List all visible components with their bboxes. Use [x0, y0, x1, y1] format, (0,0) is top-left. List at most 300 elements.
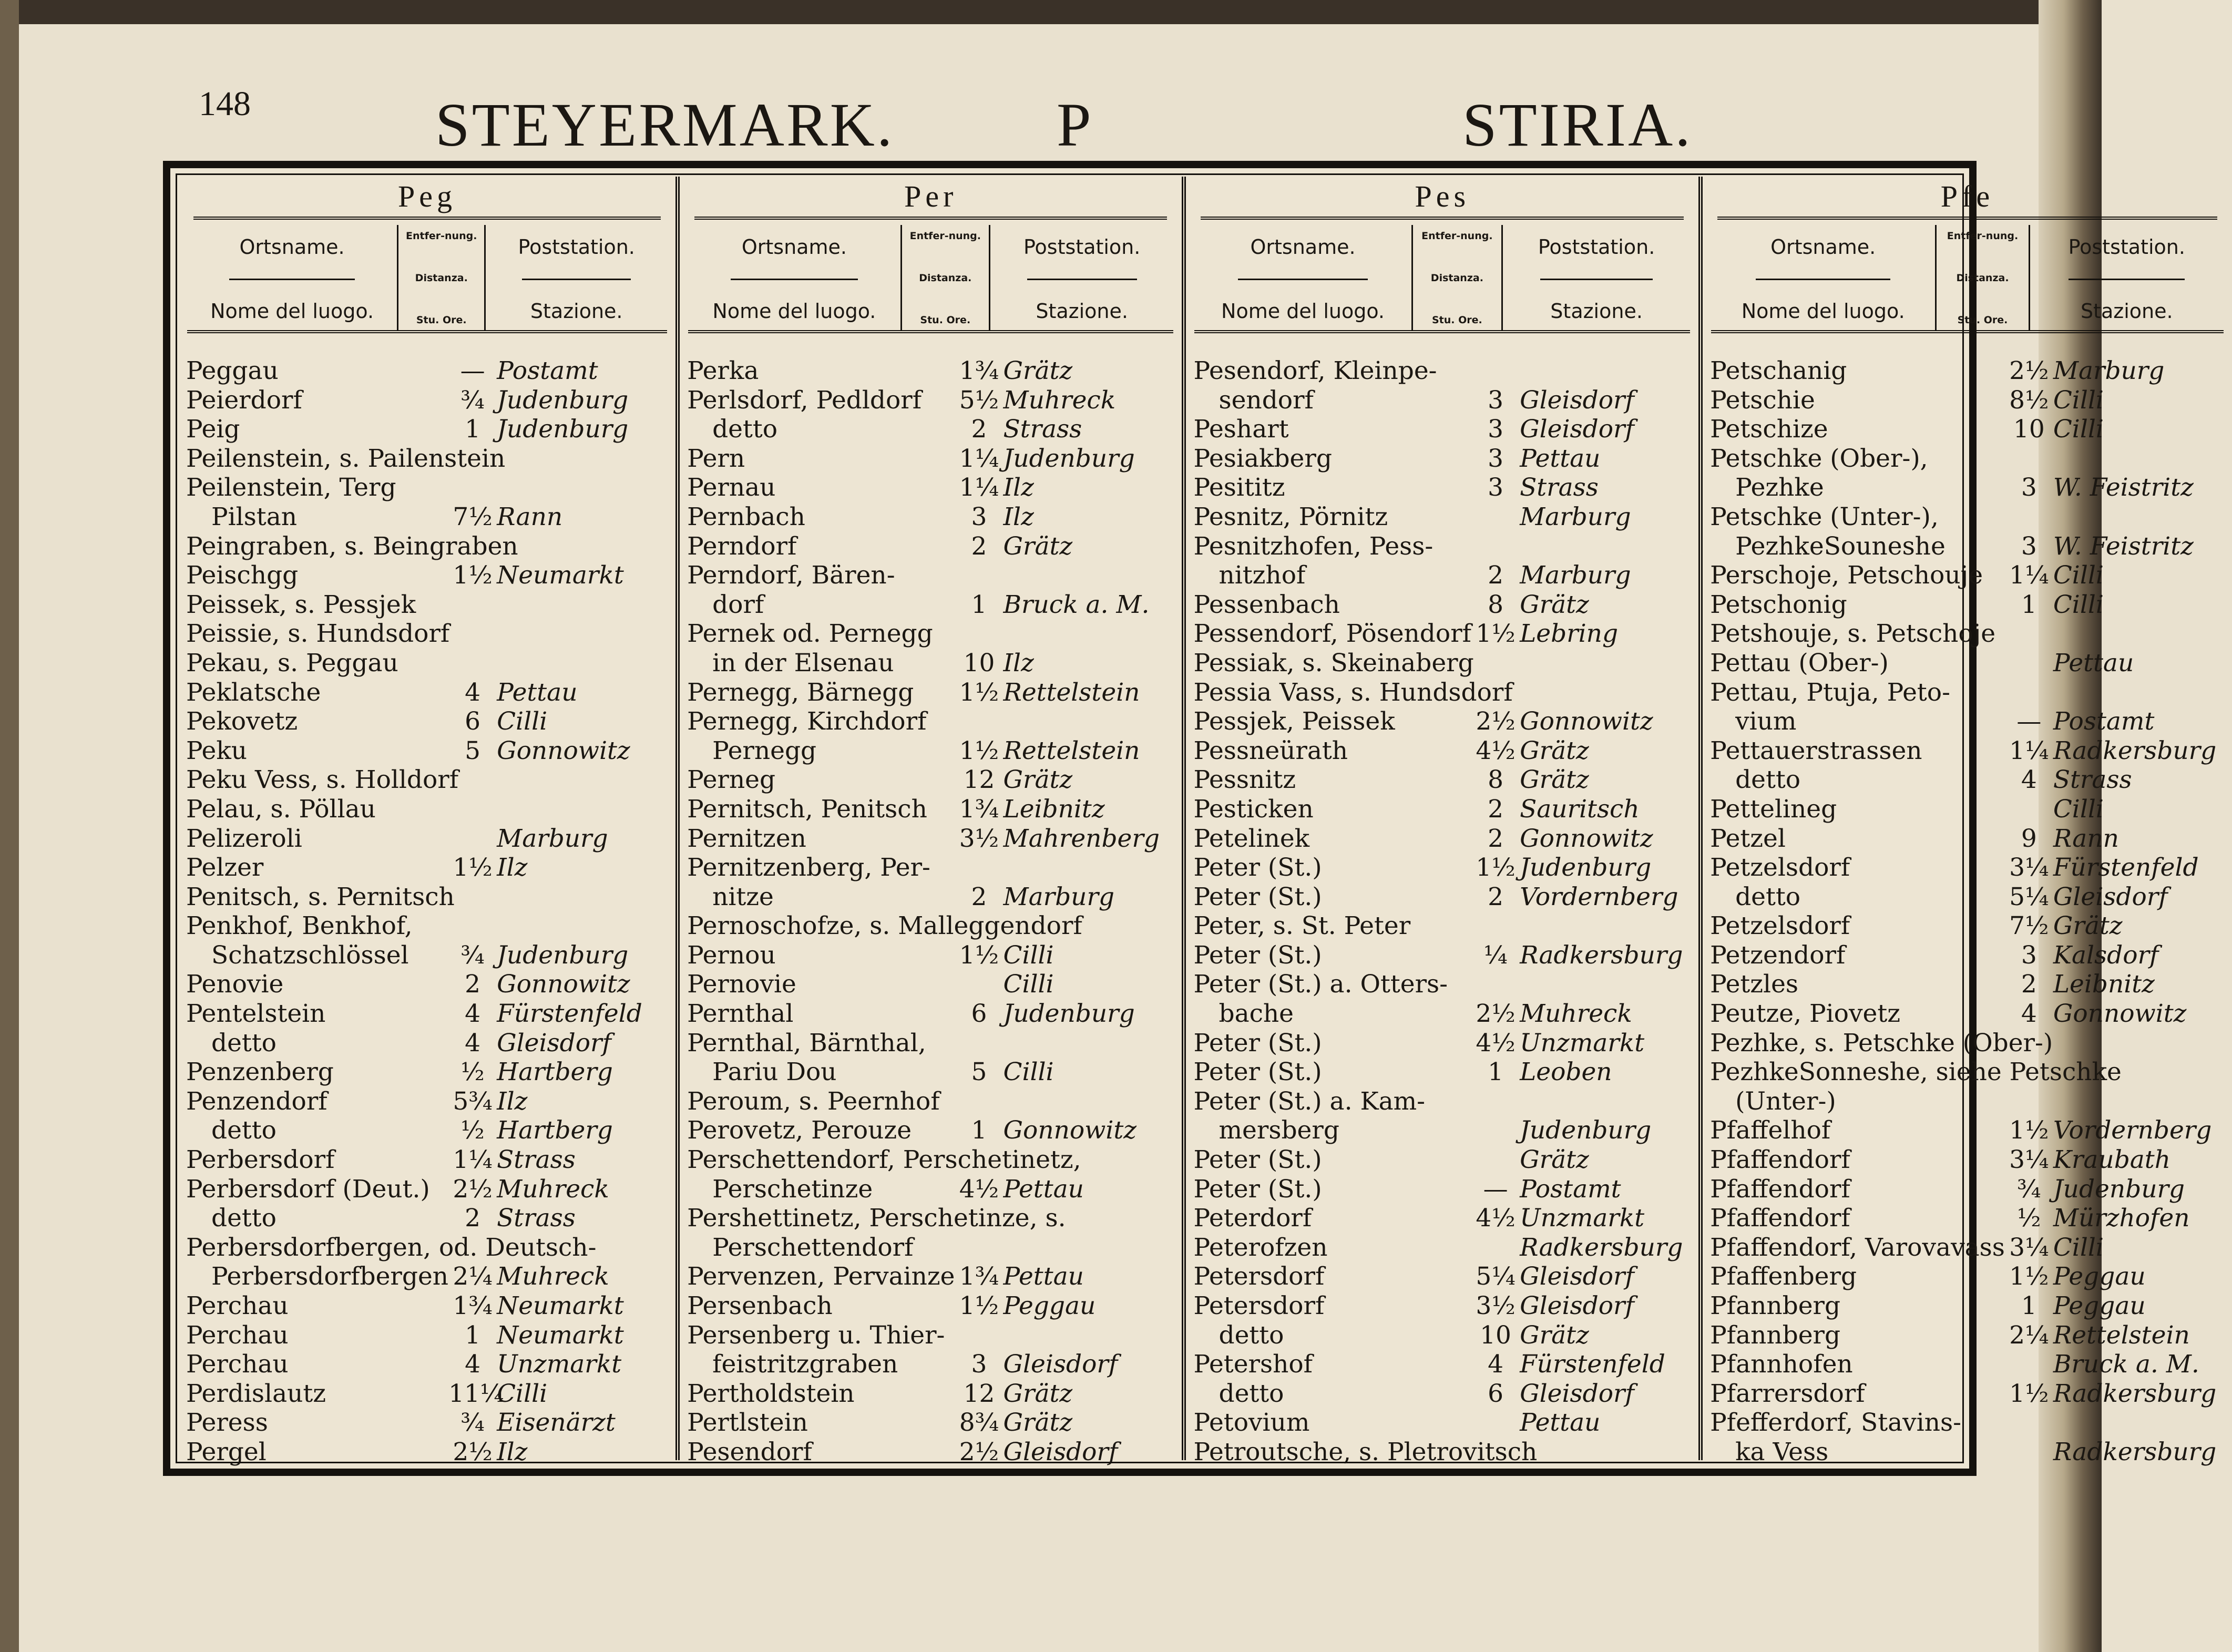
header-dist-it: Distanza. — [415, 272, 468, 284]
entry-row — [186, 941, 670, 970]
place-name: Pfefferdorf, Stavins- — [1710, 1408, 1961, 1438]
distance-value: 2 — [465, 970, 481, 999]
place-name: Pernek od. Pernegg — [687, 619, 933, 649]
entry-row — [186, 532, 670, 561]
header-name — [187, 225, 398, 330]
title-italian: STIRIA. — [1462, 90, 1693, 159]
entry-row — [186, 853, 670, 883]
entry-row — [1193, 678, 1693, 707]
distance-value: 2 — [971, 882, 987, 911]
entry-row — [1710, 707, 2227, 736]
entry-row — [1710, 941, 2227, 970]
place-name: detto — [1735, 882, 1801, 911]
place-name: Peku Vess, s. Holldorf — [186, 765, 459, 795]
place-name: Pelizeroli — [186, 824, 302, 853]
distance-value: 3¼ — [2009, 1233, 2049, 1262]
entry-row — [1710, 736, 2227, 766]
distance-value: 3 — [1488, 444, 1504, 473]
entry-row — [687, 561, 1176, 590]
distance-value: — — [2016, 707, 2042, 736]
entry-row — [687, 1379, 1176, 1409]
post-station: Pettau — [1003, 1262, 1084, 1291]
entry-row — [1193, 1350, 1693, 1379]
distance-value: 6 — [465, 707, 481, 736]
place-name: Pernthal, Bärnthal, — [687, 1028, 926, 1058]
place-name: Perndorf, Bären- — [687, 561, 895, 590]
header-dist-de: Entfer-nung. — [909, 230, 981, 242]
place-name: Petschke (Unter-), — [1710, 502, 1939, 531]
place-name: Pfannhofen — [1710, 1350, 1853, 1379]
post-station: Grätz — [2053, 911, 2123, 941]
place-name: Pekau, s. Peggau — [186, 648, 398, 678]
column-title: Pes — [1201, 177, 1684, 220]
distance-value: 1½ — [959, 736, 999, 765]
post-station: Grätz — [1003, 1379, 1073, 1408]
header-name-it: Nome del luogo. — [1741, 300, 1905, 323]
post-station: Gleisdorf — [1520, 1262, 1634, 1291]
entry-row — [1193, 941, 1693, 970]
place-name: Pernau — [687, 473, 776, 502]
distance-value: 1½ — [959, 1291, 999, 1320]
post-station: Cilli — [2053, 415, 2104, 444]
place-name: Pernegg, Bärnegg — [687, 678, 914, 707]
distance-value: ½ — [460, 1116, 485, 1145]
header-post-de: Poststation. — [1538, 235, 1655, 259]
post-station: Grätz — [1003, 531, 1073, 561]
distance-value: 5¼ — [2009, 882, 2049, 911]
post-station: Ilz — [497, 1086, 528, 1116]
place-name: Peissie, s. Hundsdorf — [186, 619, 450, 649]
place-name: Peshart — [1193, 415, 1289, 444]
place-name: Pernbach — [687, 502, 805, 531]
place-name: in der Elsenau — [712, 648, 894, 678]
header-post-de: Poststation. — [1023, 235, 1141, 259]
distance-value: 3¼ — [2009, 853, 2049, 883]
distance-value: ½ — [2017, 1204, 2041, 1233]
place-name: Penitsch, s. Pernitsch — [186, 882, 455, 911]
header-dist-it: Distanza. — [1430, 272, 1483, 284]
entry-row — [1193, 1029, 1693, 1058]
place-name: Perbersdorf — [186, 1145, 335, 1175]
place-name: nitzhof — [1219, 561, 1306, 590]
post-station: Leibnitz — [2053, 970, 2155, 999]
entry-row — [687, 1291, 1176, 1321]
distance-value: 5 — [465, 736, 481, 765]
header-rule — [1540, 279, 1653, 280]
place-name: Pfaffendorf — [1710, 1204, 1850, 1233]
place-name: Peierdorf — [186, 385, 302, 415]
column-subheader — [187, 225, 667, 333]
distance-value: 1 — [1488, 1058, 1504, 1087]
entry-row — [687, 1116, 1176, 1145]
place-name: vium — [1735, 707, 1797, 736]
distance-value: 8¾ — [959, 1408, 999, 1438]
entry-row — [687, 911, 1176, 941]
entry-row — [1710, 532, 2227, 561]
post-station: Grätz — [1003, 765, 1073, 795]
place-name: Pettau, Ptuja, Peto- — [1710, 678, 1950, 707]
entry-row — [1710, 1350, 2227, 1379]
distance-value: ¾ — [460, 385, 485, 415]
post-station: Kraubath — [2053, 1145, 2170, 1175]
distance-value: 1½ — [959, 678, 999, 707]
entry-row — [1710, 415, 2227, 444]
post-station: Radkersburg — [1520, 940, 1683, 970]
header-post — [486, 225, 667, 330]
entry-row — [1193, 1408, 1693, 1438]
distance-value: 2½ — [1476, 999, 1516, 1029]
gazetteer-table — [163, 161, 2217, 1476]
place-name: detto — [1219, 1379, 1284, 1408]
entry-row — [1193, 473, 1693, 502]
distance-value: 2 — [971, 415, 987, 444]
post-station: Cilli — [2053, 794, 2104, 824]
post-station: Grätz — [1520, 590, 1589, 619]
place-name: Petschke (Ober-), — [1710, 444, 1928, 473]
distance-value: 2 — [2021, 970, 2037, 999]
place-name: Pern — [687, 444, 745, 473]
entry-row — [1710, 619, 2227, 649]
place-name: PezhkeSonneshe, siehe Petschke — [1710, 1058, 2122, 1087]
entry-row — [1710, 883, 2227, 912]
place-name: Perchau — [186, 1320, 289, 1350]
distance-value: 3 — [1488, 385, 1504, 415]
place-name: nitze — [712, 882, 774, 911]
place-name: Pentelstein — [186, 999, 326, 1029]
entry-row — [687, 1233, 1176, 1263]
post-station: Grätz — [1003, 356, 1073, 385]
post-station: Grätz — [1520, 765, 1589, 795]
post-station: Gonnowitz — [1520, 824, 1653, 853]
entry-row — [687, 473, 1176, 502]
post-station: Vordernberg — [2053, 1116, 2212, 1145]
distance-value: 3 — [1488, 473, 1504, 502]
header-rule — [229, 279, 355, 280]
distance-value: 3 — [2021, 473, 2037, 502]
place-name: Peingraben, s. Beingraben — [186, 531, 518, 561]
header-distance — [1937, 225, 2030, 330]
place-name: detto — [712, 415, 778, 444]
distance-value: 12 — [963, 765, 995, 795]
post-station: Grätz — [1520, 1320, 1589, 1350]
entry-row — [186, 502, 670, 532]
header-post-it: Stazione. — [1550, 300, 1643, 323]
place-name: Schatzschlössel — [211, 940, 409, 970]
entry-row — [186, 1438, 670, 1467]
place-name: Petovium — [1193, 1408, 1310, 1438]
post-station: Strass — [497, 1204, 576, 1233]
place-name: Pesititz — [1193, 473, 1285, 502]
distance-value: 1¼ — [959, 444, 999, 473]
distance-value: 2¼ — [2009, 1320, 2049, 1350]
place-name: Penzendorf — [186, 1086, 327, 1116]
entry-row — [186, 1087, 670, 1116]
table-columns — [179, 177, 2217, 1466]
place-name: Pelau, s. Pöllau — [186, 794, 376, 824]
entry-row — [186, 1058, 670, 1087]
post-station: Muhreck — [1520, 999, 1632, 1029]
entry-row — [1193, 1116, 1693, 1145]
place-name: Pergel — [186, 1437, 267, 1466]
entry-row — [1193, 1291, 1693, 1321]
post-station: Judenburg — [2053, 1174, 2185, 1204]
entry-row — [1193, 795, 1693, 824]
place-name: Perneg — [687, 765, 776, 795]
page-edge-top — [0, 0, 2102, 24]
entry-row — [687, 1204, 1176, 1233]
entry-row — [687, 883, 1176, 912]
post-station: Gonnowitz — [1003, 1116, 1137, 1145]
post-station: Hartberg — [497, 1116, 613, 1145]
place-name: Peter (St.) — [1193, 882, 1322, 911]
distance-value: 1 — [971, 1116, 987, 1145]
post-station: Ilz — [1003, 502, 1034, 531]
place-name: Pettauerstrassen — [1710, 736, 1922, 765]
post-station: Ilz — [1003, 648, 1034, 678]
header-dist-it: Distanza. — [919, 272, 972, 284]
place-name: Perschettendorf, Perschetinetz, — [687, 1145, 1081, 1175]
place-name: Pessendorf, Pösendorf — [1193, 619, 1472, 649]
post-station: Kalsdorf — [2053, 940, 2159, 970]
entry-row — [186, 590, 670, 620]
post-station: Muhreck — [497, 1174, 609, 1204]
post-station: Peggau — [2053, 1262, 2146, 1291]
post-station: Radkersburg — [2053, 1379, 2217, 1408]
entry-row — [1193, 415, 1693, 444]
distance-value: 1 — [2021, 590, 2037, 619]
place-name: Perdislautz — [186, 1379, 326, 1408]
post-station: Marburg — [1520, 561, 1631, 590]
post-station: Cilli — [2053, 385, 2104, 415]
distance-value: 1 — [465, 415, 481, 444]
distance-value: 1½ — [2009, 1262, 2049, 1291]
entry-row — [1710, 765, 2227, 795]
entry-list — [1708, 356, 2227, 1467]
distance-value: 5 — [971, 1058, 987, 1087]
header-rule — [731, 279, 858, 280]
post-station: Radkersburg — [2053, 736, 2217, 765]
column-title: Per — [694, 177, 1167, 220]
entry-row — [687, 590, 1176, 620]
place-name: Peter (St.) a. Otters- — [1193, 970, 1448, 999]
place-name: Peklatsche — [186, 678, 321, 707]
entry-row — [687, 707, 1176, 736]
place-name: Peter (St.) — [1193, 853, 1322, 883]
distance-value: 1¼ — [453, 1145, 493, 1175]
header-name-de: Ortsname. — [1770, 235, 1876, 259]
place-name: detto — [211, 1204, 277, 1233]
place-name: Pernthal — [687, 999, 794, 1029]
entry-row — [1710, 649, 2227, 678]
post-station: Marburg — [1003, 882, 1115, 911]
place-name: Pernoschofze, s. Malleggendorf — [687, 911, 1082, 941]
post-station: Bruck a. M. — [2053, 1350, 2199, 1379]
header-dist-unit: Stu. Ore. — [920, 314, 971, 326]
title-letter: P — [1057, 90, 1091, 159]
entry-row — [1193, 1087, 1693, 1116]
post-station: Unzmarkt — [1520, 1028, 1645, 1058]
distance-value: 12 — [963, 1379, 995, 1408]
post-station: Gonnowitz — [497, 970, 630, 999]
entry-row — [186, 970, 670, 999]
distance-value: 3 — [2021, 940, 2037, 970]
distance-value: 2 — [1488, 824, 1504, 853]
post-station: Strass — [1520, 473, 1599, 502]
distance-value: 1¾ — [453, 1291, 493, 1320]
entry-row — [1710, 678, 2227, 707]
place-name: Penzenberg — [186, 1058, 334, 1087]
place-name: Petersdorf — [1193, 1291, 1325, 1320]
header-post — [990, 225, 1174, 330]
entry-row — [186, 1145, 670, 1175]
distance-value: 6 — [971, 999, 987, 1029]
place-name: Pettau (Ober-) — [1710, 648, 1889, 678]
post-station: Peggau — [2053, 1291, 2146, 1320]
place-name: Persenberg u. Thier- — [687, 1320, 945, 1350]
entry-row — [1710, 1262, 2227, 1291]
header-name-it: Nome del luogo. — [712, 300, 876, 323]
place-name: Perschettendorf — [712, 1233, 914, 1262]
place-name: Pfarrersdorf — [1710, 1379, 1865, 1408]
header-distance — [902, 225, 990, 330]
post-station: Fürstenfeld — [1520, 1350, 1665, 1379]
distance-value: 3½ — [1476, 1291, 1516, 1320]
distance-value: 4 — [1488, 1350, 1504, 1379]
header-dist-it: Distanza. — [1956, 272, 2009, 284]
distance-value: ¼ — [1483, 940, 1508, 970]
post-station: Judenburg — [1520, 1116, 1652, 1145]
place-name: Perchau — [186, 1350, 289, 1379]
distance-value: 2 — [971, 531, 987, 561]
entry-list — [184, 356, 670, 1467]
place-name: Petschanig — [1710, 356, 1847, 385]
entry-row — [1710, 1145, 2227, 1175]
place-name: Petershof — [1193, 1350, 1313, 1379]
distance-value: 1½ — [453, 561, 493, 590]
distance-value: 2½ — [2009, 356, 2049, 385]
distance-value: 1¼ — [959, 473, 999, 502]
place-name: Peter (St.) — [1193, 940, 1322, 970]
distance-value: 1 — [465, 1320, 481, 1350]
page-header — [0, 79, 1693, 159]
distance-value: 1¾ — [959, 356, 999, 385]
column-title: Pfe — [1717, 177, 2217, 220]
post-station: Judenburg — [497, 415, 629, 444]
post-station: Cilli — [1003, 970, 1054, 999]
entry-row — [1193, 765, 1693, 795]
entry-row — [186, 649, 670, 678]
post-station: Strass — [497, 1145, 576, 1175]
post-station: Unzmarkt — [497, 1350, 622, 1379]
distance-value: 1 — [2021, 1291, 2037, 1320]
entry-row — [1710, 1087, 2227, 1116]
entry-row — [687, 356, 1176, 386]
distance-value: 2 — [465, 1204, 481, 1233]
entry-row — [687, 1087, 1176, 1116]
distance-value: 1¼ — [2009, 561, 2049, 590]
post-station: W. Feistritz — [2053, 531, 2194, 561]
post-station: Neumarkt — [497, 1291, 624, 1320]
distance-value: ¾ — [460, 940, 485, 970]
place-name: Peggau — [186, 356, 279, 385]
distance-value: 1½ — [2009, 1116, 2049, 1145]
distance-value: 6 — [1488, 1379, 1504, 1408]
post-station: Muhreck — [1003, 385, 1116, 415]
place-name: Penkhof, Benkhof, — [186, 911, 413, 941]
post-station: W. Feistritz — [2053, 473, 2194, 502]
post-station: Marburg — [2053, 356, 2165, 385]
distance-value: 8½ — [2009, 385, 2049, 415]
post-station: Grätz — [1003, 1408, 1073, 1438]
place-name: Pfaffelhof — [1710, 1116, 1831, 1145]
page-edge-left — [0, 0, 19, 1652]
post-station: Ilz — [497, 1437, 528, 1466]
entry-row — [1710, 561, 2227, 590]
entry-row — [687, 795, 1176, 824]
place-name: Pesticken — [1193, 794, 1314, 824]
place-name: Pekovetz — [186, 707, 298, 736]
distance-value: — — [1483, 1174, 1508, 1204]
distance-value: 4 — [465, 678, 481, 707]
place-name: Pervenzen, Pervainze — [687, 1262, 955, 1291]
entry-row — [1193, 386, 1693, 415]
entry-row — [186, 1029, 670, 1058]
entry-row — [687, 1438, 1176, 1467]
entry-row — [186, 1262, 670, 1291]
entry-row — [687, 853, 1176, 883]
distance-value: 11¼ — [448, 1379, 504, 1408]
distance-value: 4 — [2021, 765, 2037, 795]
place-name: Perbersdorfbergen, od. Deutsch- — [186, 1233, 597, 1262]
post-station: Hartberg — [497, 1058, 613, 1087]
entry-row — [687, 502, 1176, 532]
distance-value: 1½ — [2009, 1379, 2049, 1408]
post-station: Neumarkt — [497, 561, 624, 590]
place-name: Petzelsdorf — [1710, 911, 1850, 941]
entry-row — [1710, 795, 2227, 824]
place-name: Pernegg, Kirchdorf — [687, 707, 927, 736]
post-station: Leoben — [1520, 1058, 1612, 1087]
entry-row — [1710, 444, 2227, 474]
header-name-de: Ortsname. — [741, 235, 847, 259]
header-dist-unit: Stu. Ore. — [416, 314, 467, 326]
distance-value: 10 — [963, 648, 995, 678]
entry-row — [687, 941, 1176, 970]
distance-value: ¾ — [2017, 1174, 2041, 1204]
header-rule — [1756, 279, 1890, 280]
place-name: Persenbach — [687, 1291, 833, 1320]
place-name: Peter (St.) a. Kam- — [1193, 1086, 1426, 1116]
post-station: Pettau — [1520, 1408, 1601, 1438]
post-station: Eisenärzt — [497, 1408, 616, 1438]
distance-value: 1¾ — [959, 1262, 999, 1291]
place-name: Peter (St.) — [1193, 1145, 1322, 1175]
place-name: Petschize — [1710, 415, 1828, 444]
place-name: Petzles — [1710, 970, 1799, 999]
entry-row — [186, 707, 670, 736]
place-name: sendorf — [1219, 385, 1314, 415]
post-station: Leibnitz — [1003, 794, 1105, 824]
entry-row — [1193, 1145, 1693, 1175]
entry-row — [1193, 1262, 1693, 1291]
place-name: Pfaffendorf — [1710, 1145, 1850, 1175]
post-station: Grätz — [1520, 736, 1589, 765]
post-station: Marburg — [1520, 502, 1631, 531]
entry-list — [685, 356, 1176, 1467]
entry-row — [1193, 1321, 1693, 1350]
distance-value: 1½ — [1476, 619, 1516, 649]
post-station: Marburg — [497, 824, 608, 853]
